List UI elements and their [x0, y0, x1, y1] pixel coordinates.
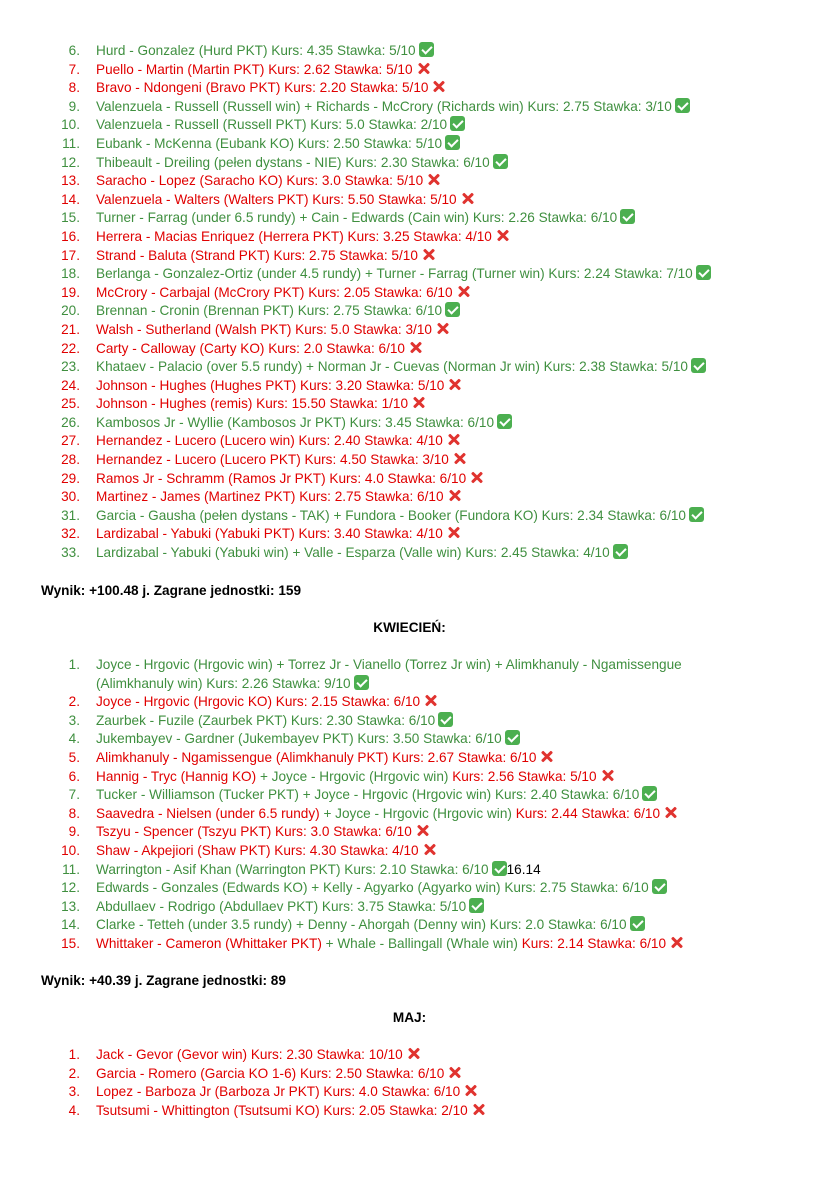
bet-number: 14.	[61, 191, 80, 207]
bet-item	[0, 191, 711, 210]
cross-mark-icon	[422, 842, 437, 857]
cross-mark-icon	[408, 340, 423, 355]
bet-item	[0, 879, 726, 898]
bet-text: Hernandez - Lucero (Lucero win) Kurs: 2.40 Stawka: 4/10	[96, 433, 443, 449]
bet-text: Puello - Martin (Martin PKT) Kurs: 2.62 Stawka: 5/10	[96, 61, 413, 77]
bet-item	[0, 730, 726, 749]
may-bet-list	[0, 1046, 486, 1120]
bet-number: 3.	[68, 1084, 80, 1100]
bet-number: 5.	[68, 749, 80, 765]
bet-item	[0, 42, 711, 61]
bet-item	[0, 209, 711, 228]
bet-item	[0, 98, 711, 117]
bet-text: Clarke - Tetteh (under 3.5 rundy) + Denny - Ahorgah (Denny win) Kurs: 2.0 Stawka: 6/10	[96, 917, 627, 933]
bet-item	[0, 154, 711, 173]
bet-number: 31.	[61, 507, 80, 523]
bet-text: Saracho - Lopez (Saracho KO) Kurs: 3.0 Stawka: 5/10	[96, 173, 424, 189]
bet-text: McCrory - Carbajal (McCrory PKT) Kurs: 2.05 Stawka: 6/10	[96, 284, 453, 300]
cross-mark-icon	[447, 377, 462, 392]
cross-mark-icon	[416, 61, 431, 76]
bet-item	[0, 1065, 486, 1084]
check-mark-icon	[505, 730, 520, 745]
bet-text-part: Whittaker - Cameron (Whittaker PKT)	[96, 935, 322, 951]
bet-item	[0, 488, 711, 507]
bet-text: Lardizabal - Yabuki (Yabuki PKT) Kurs: 3.40 Stawka: 4/10	[96, 526, 443, 542]
cross-mark-icon	[435, 321, 450, 336]
cross-mark-icon	[669, 935, 684, 950]
bet-number: 24.	[61, 377, 80, 393]
cross-mark-icon	[452, 451, 467, 466]
bet-number: 7.	[68, 61, 80, 77]
bet-text: Martinez - James (Martinez PKT) Kurs: 2.75 Stawka: 6/10	[96, 489, 444, 505]
bet-text: Turner - Farrag (under 6.5 rundy) + Cain - Edwards (Cain win) Kurs: 2.26 Stawka: 6/10	[96, 210, 618, 226]
check-mark-icon	[652, 879, 667, 894]
bet-suffix: 16.14	[506, 861, 541, 877]
check-mark-icon	[630, 916, 645, 931]
bet-number: 10.	[61, 842, 80, 858]
cross-mark-icon	[539, 749, 554, 764]
april-heading: KWIECIEŃ:	[373, 620, 446, 635]
march-bet-list	[0, 42, 711, 563]
cross-mark-icon	[426, 172, 441, 187]
bet-text-part: Kurs: 2.44 Stawka: 6/10	[511, 805, 661, 821]
cross-mark-icon	[600, 768, 615, 783]
bet-text: Johnson - Hughes (Hughes PKT) Kurs: 3.20 Stawka: 5/10	[96, 377, 445, 393]
check-mark-icon	[469, 898, 484, 913]
bet-text: Tucker - Williamson (Tucker PKT) + Joyce - Hrgovic (Hrgovic win) Kurs: 2.40 Stawka: 6/10	[96, 787, 640, 803]
bet-text: Hernandez - Lucero (Lucero PKT) Kurs: 4.50 Stawka: 3/10	[96, 452, 449, 468]
check-mark-icon	[445, 302, 460, 317]
bet-text-part: + Joyce - Hrgovic (Hrgovic win)	[319, 805, 512, 821]
cross-mark-icon	[411, 395, 426, 410]
bet-number: 7.	[68, 787, 80, 803]
bet-text: Tszyu - Spencer (Tszyu PKT) Kurs: 3.0 Stawka: 6/10	[96, 824, 412, 840]
bet-text-part: + Whale - Ballingall (Whale win)	[321, 935, 518, 951]
check-mark-icon	[354, 675, 369, 690]
bet-item	[0, 135, 711, 154]
check-mark-icon	[620, 209, 635, 224]
bet-item	[0, 228, 711, 247]
cross-mark-icon	[463, 1083, 478, 1098]
check-mark-icon	[675, 98, 690, 113]
bet-number: 6.	[68, 768, 80, 784]
bet-text: Joyce - Hrgovic (Hrgovic win) + Torrez Jr - Vianello (Torrez Jr win) + Alimkhanuly - Ngamissengue (Alimkhanuly win) Kurs: 2.26 Stawka: 9/10	[96, 657, 682, 691]
bet-item	[0, 395, 711, 414]
bet-text: Jukembayev - Gardner (Jukembayev PKT) Kurs: 3.50 Stawka: 6/10	[96, 731, 502, 747]
check-mark-icon	[445, 135, 460, 150]
bet-number: 13.	[61, 173, 80, 189]
bet-item	[0, 432, 711, 451]
bet-text-part: Hannig - Tryc (Hannig KO)	[96, 768, 257, 784]
cross-mark-icon	[431, 79, 446, 94]
bet-text: Thibeault - Dreiling (pełen dystans - NIE) Kurs: 2.30 Stawka: 6/10	[96, 154, 490, 170]
bet-text: Brennan - Cronin (Brennan PKT) Kurs: 2.75 Stawka: 6/10	[96, 303, 443, 319]
bet-item	[0, 377, 711, 396]
march-result: Wynik: +100.48 j. Zagrane jednostki: 159	[41, 583, 302, 598]
cross-mark-icon	[460, 191, 475, 206]
bet-item	[0, 712, 726, 731]
cross-mark-icon	[421, 247, 436, 262]
bet-item	[0, 172, 711, 191]
bet-item	[0, 544, 711, 563]
bet-text: Alimkhanuly - Ngamissengue (Alimkhanuly PKT) Kurs: 2.67 Stawka: 6/10	[96, 749, 537, 765]
bet-number: 21.	[61, 321, 80, 337]
bet-text: Garcia - Gausha (pełen dystans - TAK) + Fundora - Booker (Fundora KO) Kurs: 2.34 Stawka: 6/10	[96, 507, 686, 523]
bet-number: 8.	[68, 805, 80, 821]
cross-mark-icon	[415, 823, 430, 838]
bet-item	[0, 284, 711, 303]
bet-item	[0, 79, 711, 98]
bet-item	[0, 898, 726, 917]
cross-mark-icon	[406, 1046, 421, 1061]
bet-number: 9.	[68, 824, 80, 840]
bet-number: 12.	[61, 154, 80, 170]
bet-number: 14.	[61, 917, 80, 933]
april-result: Wynik: +40.39 j. Zagrane jednostki: 89	[41, 973, 286, 988]
bet-item	[0, 340, 711, 359]
bet-item	[0, 861, 726, 880]
may-heading: MAJ:	[392, 1010, 427, 1025]
bet-text: Lopez - Barboza Jr (Barboza Jr PKT) Kurs: 4.0 Stawka: 6/10	[96, 1084, 461, 1100]
bet-text: Zaurbek - Fuzile (Zaurbek PKT) Kurs: 2.30 Stawka: 6/10	[96, 712, 436, 728]
bet-item	[0, 247, 711, 266]
bet-item	[0, 525, 711, 544]
bet-text: Tsutsumi - Whittington (Tsutsumi KO) Kurs: 2.05 Stawka: 2/10	[96, 1102, 468, 1118]
bet-number: 12.	[61, 880, 80, 896]
bet-text: Joyce - Hrgovic (Hrgovic KO) Kurs: 2.15 Stawka: 6/10	[96, 694, 421, 710]
cross-mark-icon	[495, 228, 510, 243]
bet-item	[0, 842, 726, 861]
cross-mark-icon	[663, 805, 678, 820]
bet-text: Valenzuela - Russell (Russell win) + Richards - McCrory (Richards win) Kurs: 2.75 Stawka: 3/10	[96, 98, 672, 114]
cross-mark-icon	[447, 488, 462, 503]
bet-text: Eubank - McKenna (Eubank KO) Kurs: 2.50 Stawka: 5/10	[96, 135, 443, 151]
bet-text: Strand - Baluta (Strand PKT) Kurs: 2.75 Stawka: 5/10	[96, 247, 418, 263]
bet-number: 9.	[68, 98, 80, 114]
bet-number: 13.	[61, 898, 80, 914]
bet-number: 22.	[61, 340, 80, 356]
bet-item	[0, 1083, 486, 1102]
bet-item	[0, 321, 711, 340]
bet-item	[0, 302, 711, 321]
bet-text-part: Saavedra - Nielsen (under 6.5 rundy)	[96, 805, 320, 821]
bet-item	[0, 116, 711, 135]
bet-item	[0, 805, 726, 824]
check-mark-icon	[497, 414, 512, 429]
bet-item	[0, 358, 711, 377]
bet-number: 23.	[61, 359, 80, 375]
bet-number: 3.	[68, 712, 80, 728]
bet-text: Walsh - Sutherland (Walsh PKT) Kurs: 5.0 Stawka: 3/10	[96, 321, 432, 337]
bet-number: 2.	[68, 1065, 80, 1081]
cross-mark-icon	[446, 525, 461, 540]
bet-number: 1.	[68, 1047, 80, 1062]
bet-text-part: Kurs: 2.56 Stawka: 5/10	[448, 768, 597, 784]
check-mark-icon	[492, 861, 507, 876]
bet-number: 26.	[61, 414, 80, 430]
cross-mark-icon	[423, 693, 438, 708]
bet-text: Carty - Calloway (Carty KO) Kurs: 2.0 Stawka: 6/10	[96, 340, 405, 356]
bet-text-part: Kurs: 2.14 Stawka: 6/10	[517, 935, 667, 951]
bet-number: 11.	[62, 861, 80, 877]
bet-item	[0, 916, 726, 935]
bet-number: 18.	[61, 266, 80, 282]
bet-item	[0, 768, 726, 787]
bet-text: Lardizabal - Yabuki (Yabuki win) + Valle - Esparza (Valle win) Kurs: 2.45 Stawka: 4/10	[96, 545, 610, 561]
bet-number: 28.	[61, 452, 80, 468]
bet-item	[0, 749, 726, 768]
bet-number: 4.	[68, 731, 80, 747]
bet-number: 16.	[61, 228, 80, 244]
bet-item	[0, 935, 726, 954]
bet-item	[0, 507, 711, 526]
bet-number: 30.	[61, 489, 80, 505]
bet-number: 4.	[68, 1102, 80, 1118]
bet-text: Abdullaev - Rodrigo (Abdullaev PKT) Kurs: 3.75 Stawka: 5/10	[96, 898, 467, 914]
bet-number: 15.	[61, 210, 80, 226]
bet-number: 15.	[61, 935, 80, 951]
bet-text: Garcia - Romero (Garcia KO 1-6) Kurs: 2.50 Stawka: 6/10	[96, 1065, 445, 1081]
bet-item	[0, 693, 726, 712]
bet-number: 33.	[61, 545, 80, 561]
bet-number: 17.	[61, 247, 80, 263]
bet-item	[0, 414, 711, 433]
check-mark-icon	[689, 507, 704, 522]
bet-item	[0, 786, 726, 805]
cross-mark-icon	[447, 1065, 462, 1080]
check-mark-icon	[419, 42, 434, 57]
bet-text: Berlanga - Gonzalez-Ortiz (under 4.5 rundy) + Turner - Farrag (Turner win) Kurs: 2.24 Stawka: 7/10	[96, 266, 693, 282]
bet-text: Herrera - Macias Enriquez (Herrera PKT) Kurs: 3.25 Stawka: 4/10	[96, 228, 492, 244]
bet-number: 29.	[61, 470, 80, 486]
check-mark-icon	[493, 154, 508, 169]
check-mark-icon	[642, 786, 657, 801]
bet-text: Shaw - Akpejiori (Shaw PKT) Kurs: 4.30 Stawka: 4/10	[96, 842, 419, 858]
bet-number: 6.	[68, 43, 80, 58]
bet-text: Khataev - Palacio (over 5.5 rundy) + Norman Jr - Cuevas (Norman Jr win) Kurs: 2.38 Stawka: 5/10	[96, 359, 688, 375]
bet-number: 25.	[61, 396, 80, 412]
bet-text: Edwards - Gonzales (Edwards KO) + Kelly - Agyarko (Agyarko win) Kurs: 2.75 Stawka: 6/10	[96, 880, 649, 896]
bet-item	[0, 656, 726, 693]
check-mark-icon	[691, 358, 706, 373]
cross-mark-icon	[456, 284, 471, 299]
bet-item	[0, 265, 711, 284]
bet-number: 19.	[61, 284, 80, 300]
bet-item	[0, 451, 711, 470]
bet-text: Warrington - Asif Khan (Warrington PKT) Kurs: 2.10 Stawka: 6/10	[96, 861, 489, 877]
april-bet-list	[0, 656, 726, 954]
bet-number: 27.	[61, 433, 80, 449]
bet-text: Johnson - Hughes (remis) Kurs: 15.50 Stawka: 1/10	[96, 396, 409, 412]
bet-number: 11.	[62, 135, 80, 151]
bet-item	[0, 61, 711, 80]
bet-item	[0, 823, 726, 842]
cross-mark-icon	[469, 470, 484, 485]
bet-item	[0, 1046, 486, 1065]
cross-mark-icon	[471, 1102, 486, 1117]
bet-item	[0, 1102, 486, 1121]
bet-number: 8.	[68, 80, 80, 96]
bet-text: Ramos Jr - Schramm (Ramos Jr PKT) Kurs: 4.0 Stawka: 6/10	[96, 470, 467, 486]
check-mark-icon	[696, 265, 711, 280]
cross-mark-icon	[446, 432, 461, 447]
bet-text: Kambosos Jr - Wyllie (Kambosos Jr PKT) Kurs: 3.45 Stawka: 6/10	[96, 414, 495, 430]
bet-text: Valenzuela - Russell (Russell PKT) Kurs: 5.0 Stawka: 2/10	[96, 117, 448, 133]
bet-text-part: + Joyce - Hrgovic (Hrgovic win)	[256, 768, 449, 784]
check-mark-icon	[613, 544, 628, 559]
bet-text: Jack - Gevor (Gevor win) Kurs: 2.30 Stawka: 10/10	[96, 1047, 403, 1062]
check-mark-icon	[438, 712, 453, 727]
bet-number: 10.	[61, 117, 80, 133]
bet-text: Bravo - Ndongeni (Bravo PKT) Kurs: 2.20 Stawka: 5/10	[96, 80, 429, 96]
bet-text: Hurd - Gonzalez (Hurd PKT) Kurs: 4.35 Stawka: 5/10	[96, 43, 416, 58]
bet-number: 2.	[68, 694, 80, 710]
bet-number: 32.	[61, 526, 80, 542]
bet-item	[0, 470, 711, 489]
bet-text: Valenzuela - Walters (Walters PKT) Kurs: 5.50 Stawka: 5/10	[96, 191, 457, 207]
bet-number: 20.	[61, 303, 80, 319]
check-mark-icon	[450, 116, 465, 131]
bet-number: 1.	[68, 657, 80, 672]
